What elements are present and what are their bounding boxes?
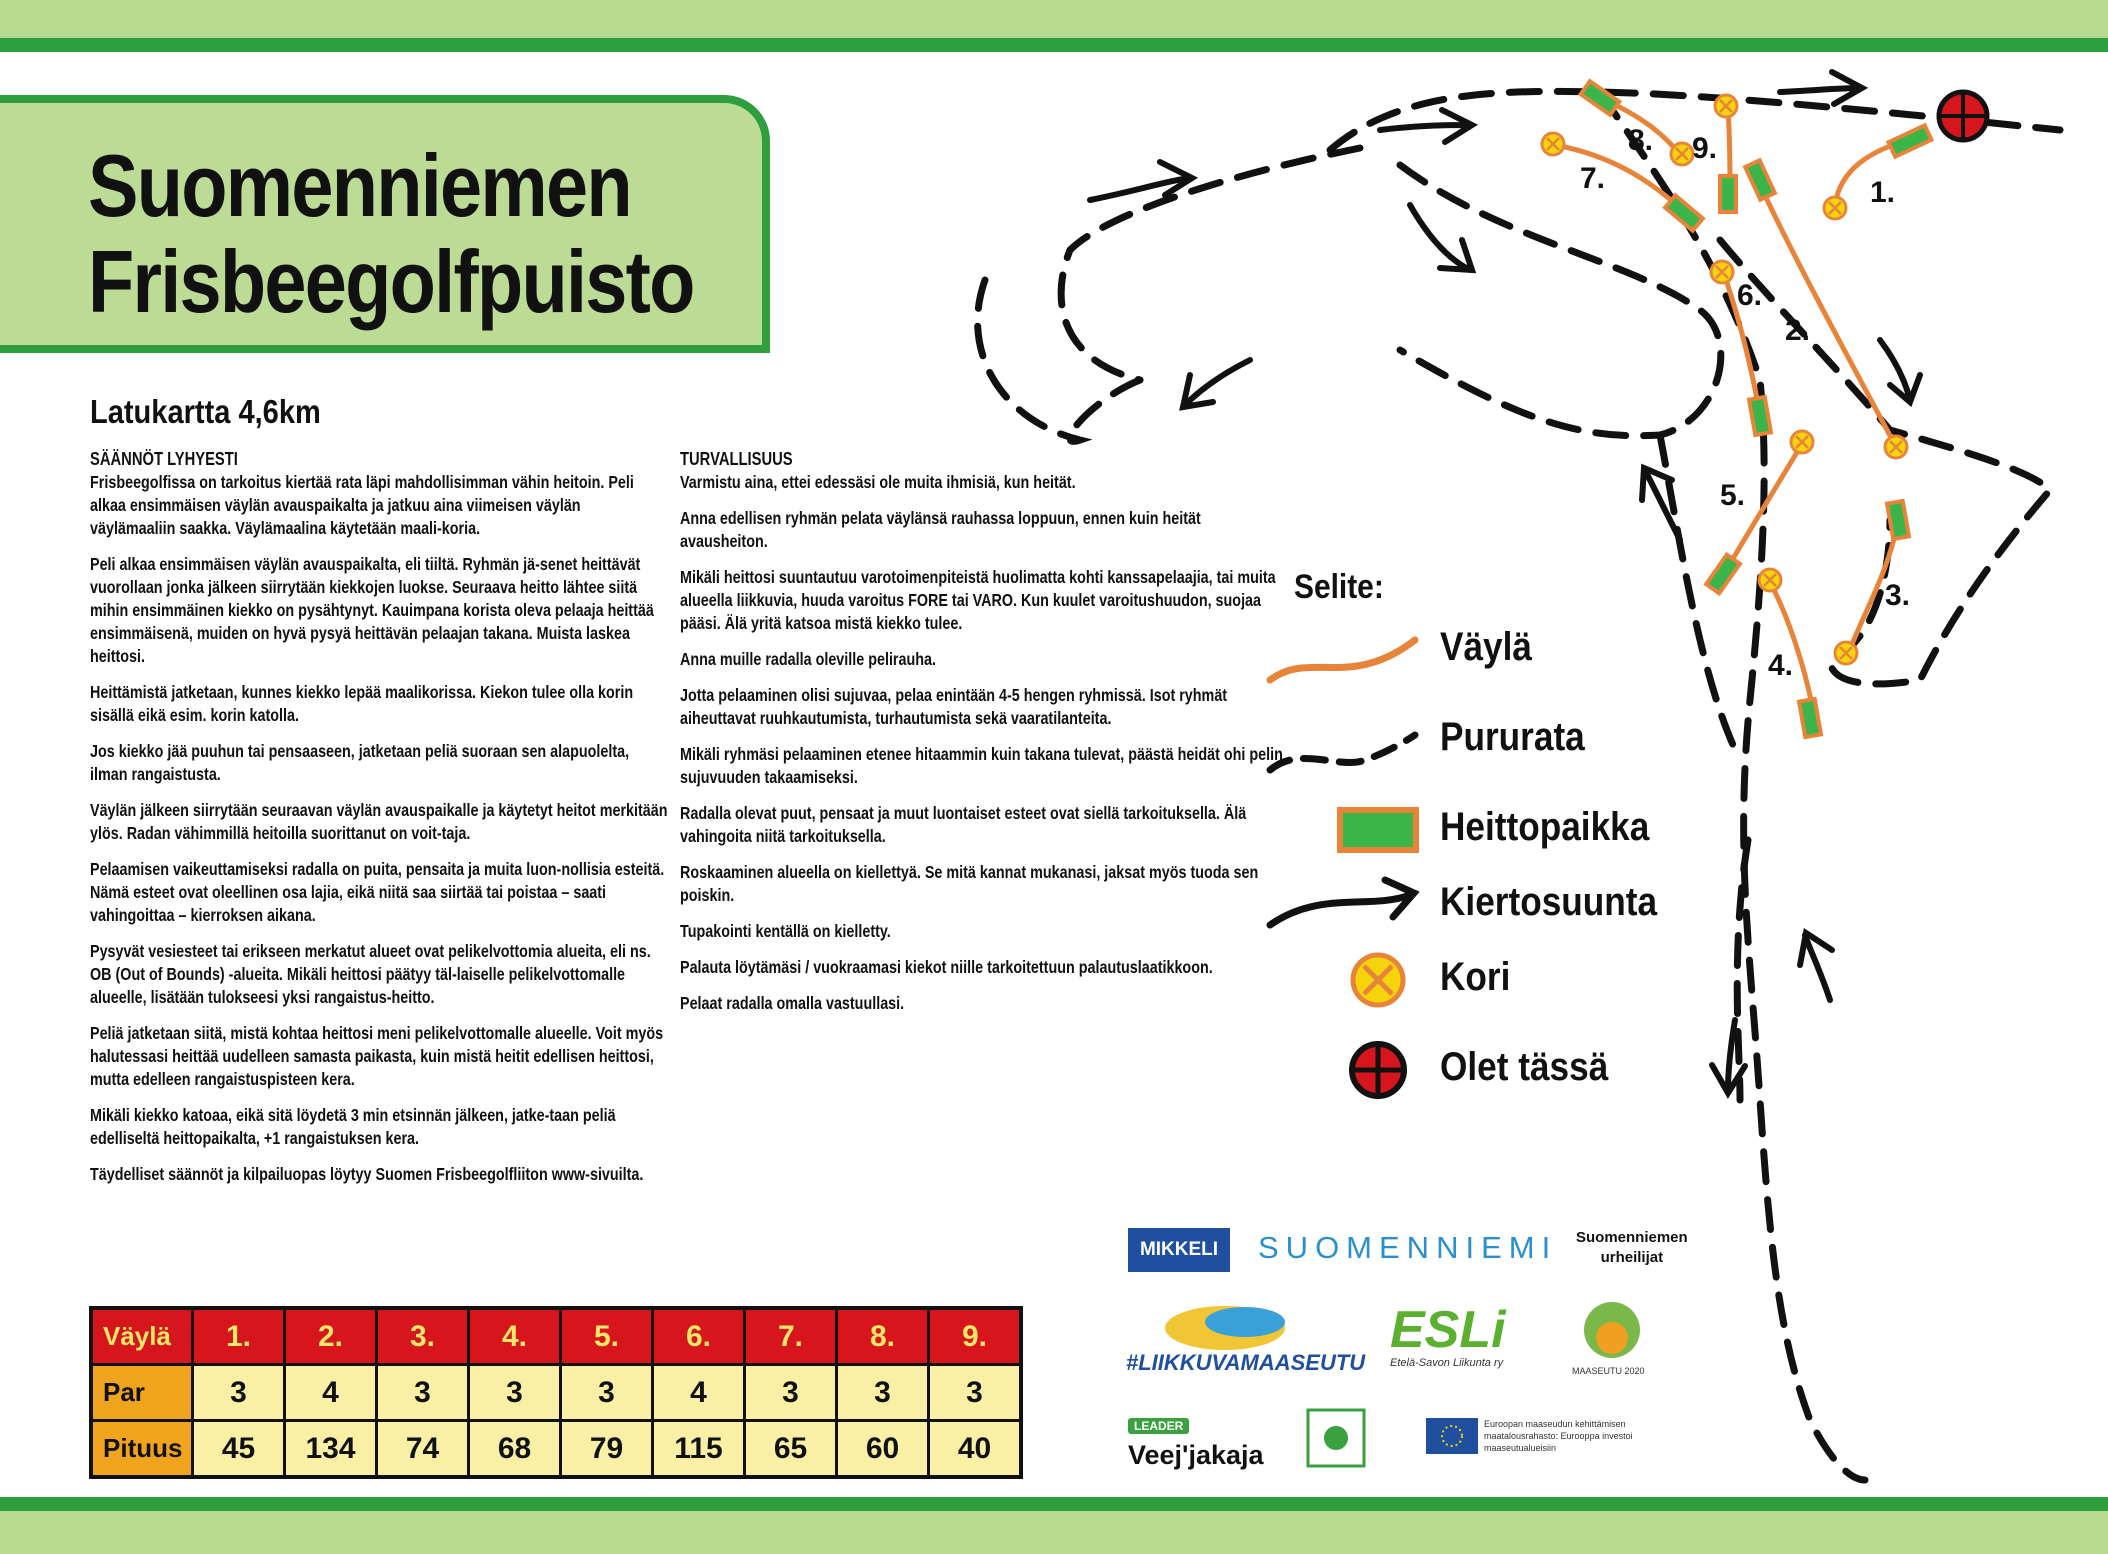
legend-label: Kiertosuunta [1440,880,1658,924]
you-are-here-icon [1939,92,1987,140]
rules-paragraph: Peliä jatketaan siitä, mistä kohtaa heittosi meni pelikelvottomalle alueelle. Voit myös halutessasi heittää uudelleen samasta paikasta, kuin mistä heitit edellisen heittosi, mutta edelleen rangaistuspisteen kera. [90,1023,664,1089]
safety-paragraph: Jotta pelaaminen olisi sujuvaa, pelaa enintään 4-5 hengen ryhmissä. Isot ryhmät aiheuttavat ruuhkautumista, turhautumista sekä vaaratilanteita. [680,685,1228,728]
maaseutu-logo-graphic [1596,1322,1628,1354]
basket-icon [1711,261,1733,283]
safety-paragraph: Pelaat radalla omalla vastuullasi. [680,993,905,1013]
basket-icon [1542,133,1564,155]
eu-funding-text: Euroopan maaseudun kehittämisen maatalousrahasto: Eurooppa investoi maaseutualueisiin [1484,1419,1633,1453]
rules-paragraph: Heittämistä jatketaan, kunnes kiekko lepää maalikorissa. Kiekon tulee olla korin sisällä eikä esim. korin katolla. [90,682,634,725]
hole-label-3: 3. [1885,579,1911,612]
tee-pad-1 [1888,125,1931,156]
tee-pad-2 [1745,160,1775,199]
hole-number: 3. [377,1308,469,1365]
hole-number: 4. [469,1308,561,1365]
legend-basket-icon [1353,955,1403,1005]
tee-pad-6 [1749,397,1771,435]
scorecard-header: Pituus [91,1421,193,1478]
length-value: 45 [193,1421,285,1478]
bottom-band [0,1511,2108,1554]
basket-icon [1835,642,1857,664]
direction-arrow [1090,162,1192,200]
bottom-stripe [0,1497,2108,1511]
fairway-4 [1770,582,1812,705]
legend-symbols [1270,640,1416,1096]
scorecard-header: Par [91,1365,193,1421]
direction-arrow [1880,340,1920,402]
trail-east-loop [1720,240,2050,684]
hole-label-1: 1. [1870,176,1896,209]
legend-direction-symbol [1270,880,1414,925]
direction-arrow [1183,360,1250,407]
basket-icon [1824,197,1846,219]
hole-label-5: 5. [1720,479,1746,512]
legend-you-are-here-icon [1352,1044,1404,1096]
rules-paragraph: Jos kiekko jää puuhun tai pensaaseen, jatketaan peliä suoraan sen alapuolelta, ilman rangaistusta. [90,741,630,784]
eu-flag-icon [1426,1418,1478,1454]
direction-arrow [1780,72,1862,104]
hole-number: 8. [837,1308,929,1365]
basket-icon [1715,95,1737,117]
veejjakaja-logo: Veej'jakaja [1128,1440,1264,1470]
leader-badge: LEADER [1128,1418,1189,1434]
hole-number: 6. [653,1308,745,1365]
length-value: 60 [837,1421,929,1478]
legend-label: Olet tässä [1440,1045,1609,1089]
par-value: 3 [837,1365,929,1421]
legend-label: Väylä [1440,625,1532,669]
direction-arrow [1410,205,1472,270]
hole-label-6: 6. [1737,279,1763,312]
legend-trail-symbol [1270,735,1415,770]
title-line-1: Suomenniemen [88,136,631,235]
length-value: 134 [285,1421,377,1478]
safety-paragraph: Roskaaminen alueella on kiellettyä. Se mitä kannat mukanasi, jaksat myös tuoda sen poiskin. [680,862,1259,905]
basket-icon [1759,569,1781,591]
safety-heading: TURVALLISUUS [680,449,793,469]
map-subtitle: Latukartta 4,6km [90,393,321,430]
rules-paragraph: Frisbeegolfissa on tarkoitus kiertää rata läpi mahdollisimman vähin heitoin. Peli alkaa ensimmäisen väylän avauspaikalta ja jatkuu aina viimeisen väylän väylämaaliin saakka. Väylämaalina käytetään maali-koria. [90,472,634,538]
safety-paragraph: Mikäli heittosi suuntautuu varotoimenpiteistä huolimatta kohti kanssapelaajia, tai muita alueella liikkuvia, huuda varoitus FORE tai VARO. Kun kuulet varoitushuudon, suojaa pääsi. Älä yritä katsoa mistä kiekko tulee. [680,567,1276,633]
hole-label-2: 2. [1785,314,1811,347]
length-value: 65 [745,1421,837,1478]
safety-paragraph: Mikäli ryhmäsi pelaaminen etenee hitaammin kuin takana tulevat, päästä heidät ohi pelin sujuvuuden takaamiseksi. [680,744,1283,787]
rules-paragraph: Mikäli kiekko katoaa, eikä sitä löydetä 3 min etsinnän jälkeen, jatke-taan peliä edelliseltä heittopaikalta, +1 rangaistuksen kera. [90,1105,616,1148]
basket-icon [1791,431,1813,453]
tee-pad-4 [1799,699,1821,737]
tee-pad-9 [1720,176,1736,212]
length-value: 68 [469,1421,561,1478]
legend-fairway-symbol [1270,640,1415,680]
mikkeli-logo: MIKKELI [1128,1228,1230,1272]
hole-label-7: 7. [1580,162,1606,195]
scorecard-header: Väylä [91,1308,193,1365]
par-value: 3 [377,1365,469,1421]
esli-logo: ESLi [1390,1301,1506,1359]
hole-label-9: 9. [1692,132,1718,165]
hole-label-4: 4. [1768,649,1794,682]
urheilijat-line-2: urheilijat [1600,1249,1664,1266]
rules-paragraph: Väylän jälkeen siirrytään seuraavan väylän avauspaikalle ja käytetyt heitot merkitään ylös. Radan vähimmillä heitoilla suorittanut on voit-taja. [90,800,668,843]
legend-label: Heittopaikka [1440,805,1650,849]
suomenniemi-logo: SUOMENNIEMI [1258,1230,1558,1265]
par-value: 3 [469,1365,561,1421]
hole-number: 1. [193,1308,285,1365]
basket-icon [1885,436,1907,458]
urheilijat-line-1: Suomenniemen [1576,1229,1688,1246]
safety-paragraph: Radalla olevat puut, pensaat ja muut luontaiset esteet ovat siellä tarkoituksella. Älä vahingoita niitä tarkoituksella. [680,803,1247,846]
rules-paragraph: Peli alkaa ensimmäisen väylän avauspaikalta, eli tiiltä. Ryhmän jä-senet heittävät vuorollaan jonka jälkeen siirrytään kiekkojen luokse. Seuraava heitto lähtee siitä mihin ensimmäinen kiekko on pysähtynyt. Kauimpana korista oleva pelaaja heittää ensimmäisenä, muiden on hyvä pysyä heittävän pelaajan takana. Muista laskea heittosi. [90,554,654,666]
trail-upper-loop [1061,148,1360,380]
basket-icon [1671,143,1693,165]
maaseutu-logo: MAASEUTU 2020 [1572,1366,1645,1376]
safety-paragraph: Anna muille radalla oleville pelirauha. [680,649,937,669]
title-line-2: Frisbeegolfpuisto [88,232,694,331]
rules-heading: SÄÄNNÖT LYHYESTI [90,449,238,469]
legend-label: Kori [1440,955,1511,999]
tee-pad-7 [1665,195,1703,230]
hole-number: 9. [929,1308,1022,1365]
legend-title: Selite: [1294,568,1384,606]
hole-label-8: 8. [1628,124,1654,157]
hole-number: 2. [285,1308,377,1365]
tee-pad-8 [1581,81,1620,115]
hole-labels [1580,124,1910,682]
leader-logo-graphic [1324,1426,1348,1450]
tee-pad-5 [1706,555,1740,594]
par-value: 4 [285,1365,377,1421]
length-value: 79 [561,1421,653,1478]
liikkuva-logo-graphic [1205,1307,1285,1337]
esli-subtitle: Etelä-Savon Liikunta ry [1390,1357,1504,1369]
rules-paragraph: Pelaamisen vaikeuttamiseksi radalla on puita, pensaita ja muita luon-nollisia esteitä. Nämä esteet ovat oleellinen osa lajia, eikä niitä saa siirtää tai poistaa – saati vahingoittaa – kierroksen aikana. [90,859,665,925]
par-value: 3 [193,1365,285,1421]
rules-paragraph: Täydelliset säännöt ja kilpailuopas löytyy Suomen Frisbeegolfliiton www-sivuilta. [90,1164,644,1184]
length-value: 74 [377,1421,469,1478]
length-value: 115 [653,1421,745,1478]
fairway-7 [1555,145,1682,210]
safety-paragraph: Varmistu aina, ettei edessäsi ole muita ihmisiä, kun heität. [680,472,1076,492]
rules-paragraph: Pysyvät vesiesteet tai erikseen merkatut alueet ovat pelikelvottomia alueita, eli ns. OB (Out of Bounds) -alueita. Mikäli heittosi päätyy täl-laiselle pelikelvottomalle alueelle, lisätään tulokseesi yksi rangaistus-heitto. [90,941,651,1007]
par-value: 3 [929,1365,1022,1421]
par-value: 3 [561,1365,653,1421]
liikkuva-maaseutu-logo: #LIIKKUVAMAASEUTU [1126,1350,1366,1375]
length-value: 40 [929,1421,1022,1478]
safety-paragraph: Anna edellisen ryhmän pelata väylänsä rauhassa loppuun, ennen kuin heität avausheiton. [680,508,1201,551]
legend-tee-symbol [1340,810,1416,850]
hole-number: 5. [561,1308,653,1365]
fairway-2 [1760,185,1895,445]
safety-paragraph: Tupakointi kentällä on kielletty. [680,921,891,941]
hole-number: 7. [745,1308,837,1365]
par-value: 4 [653,1365,745,1421]
par-value: 3 [745,1365,837,1421]
direction-arrow [1800,933,1832,1000]
tee-pad-3 [1887,501,1909,539]
legend-label: Pururata [1440,715,1585,759]
urheilijat-logo [1576,1228,1688,1268]
safety-paragraph: Palauta löytämäsi / vuokraamasi kiekot niille tarkoitettuun palautuslaatikkoon. [680,957,1213,977]
